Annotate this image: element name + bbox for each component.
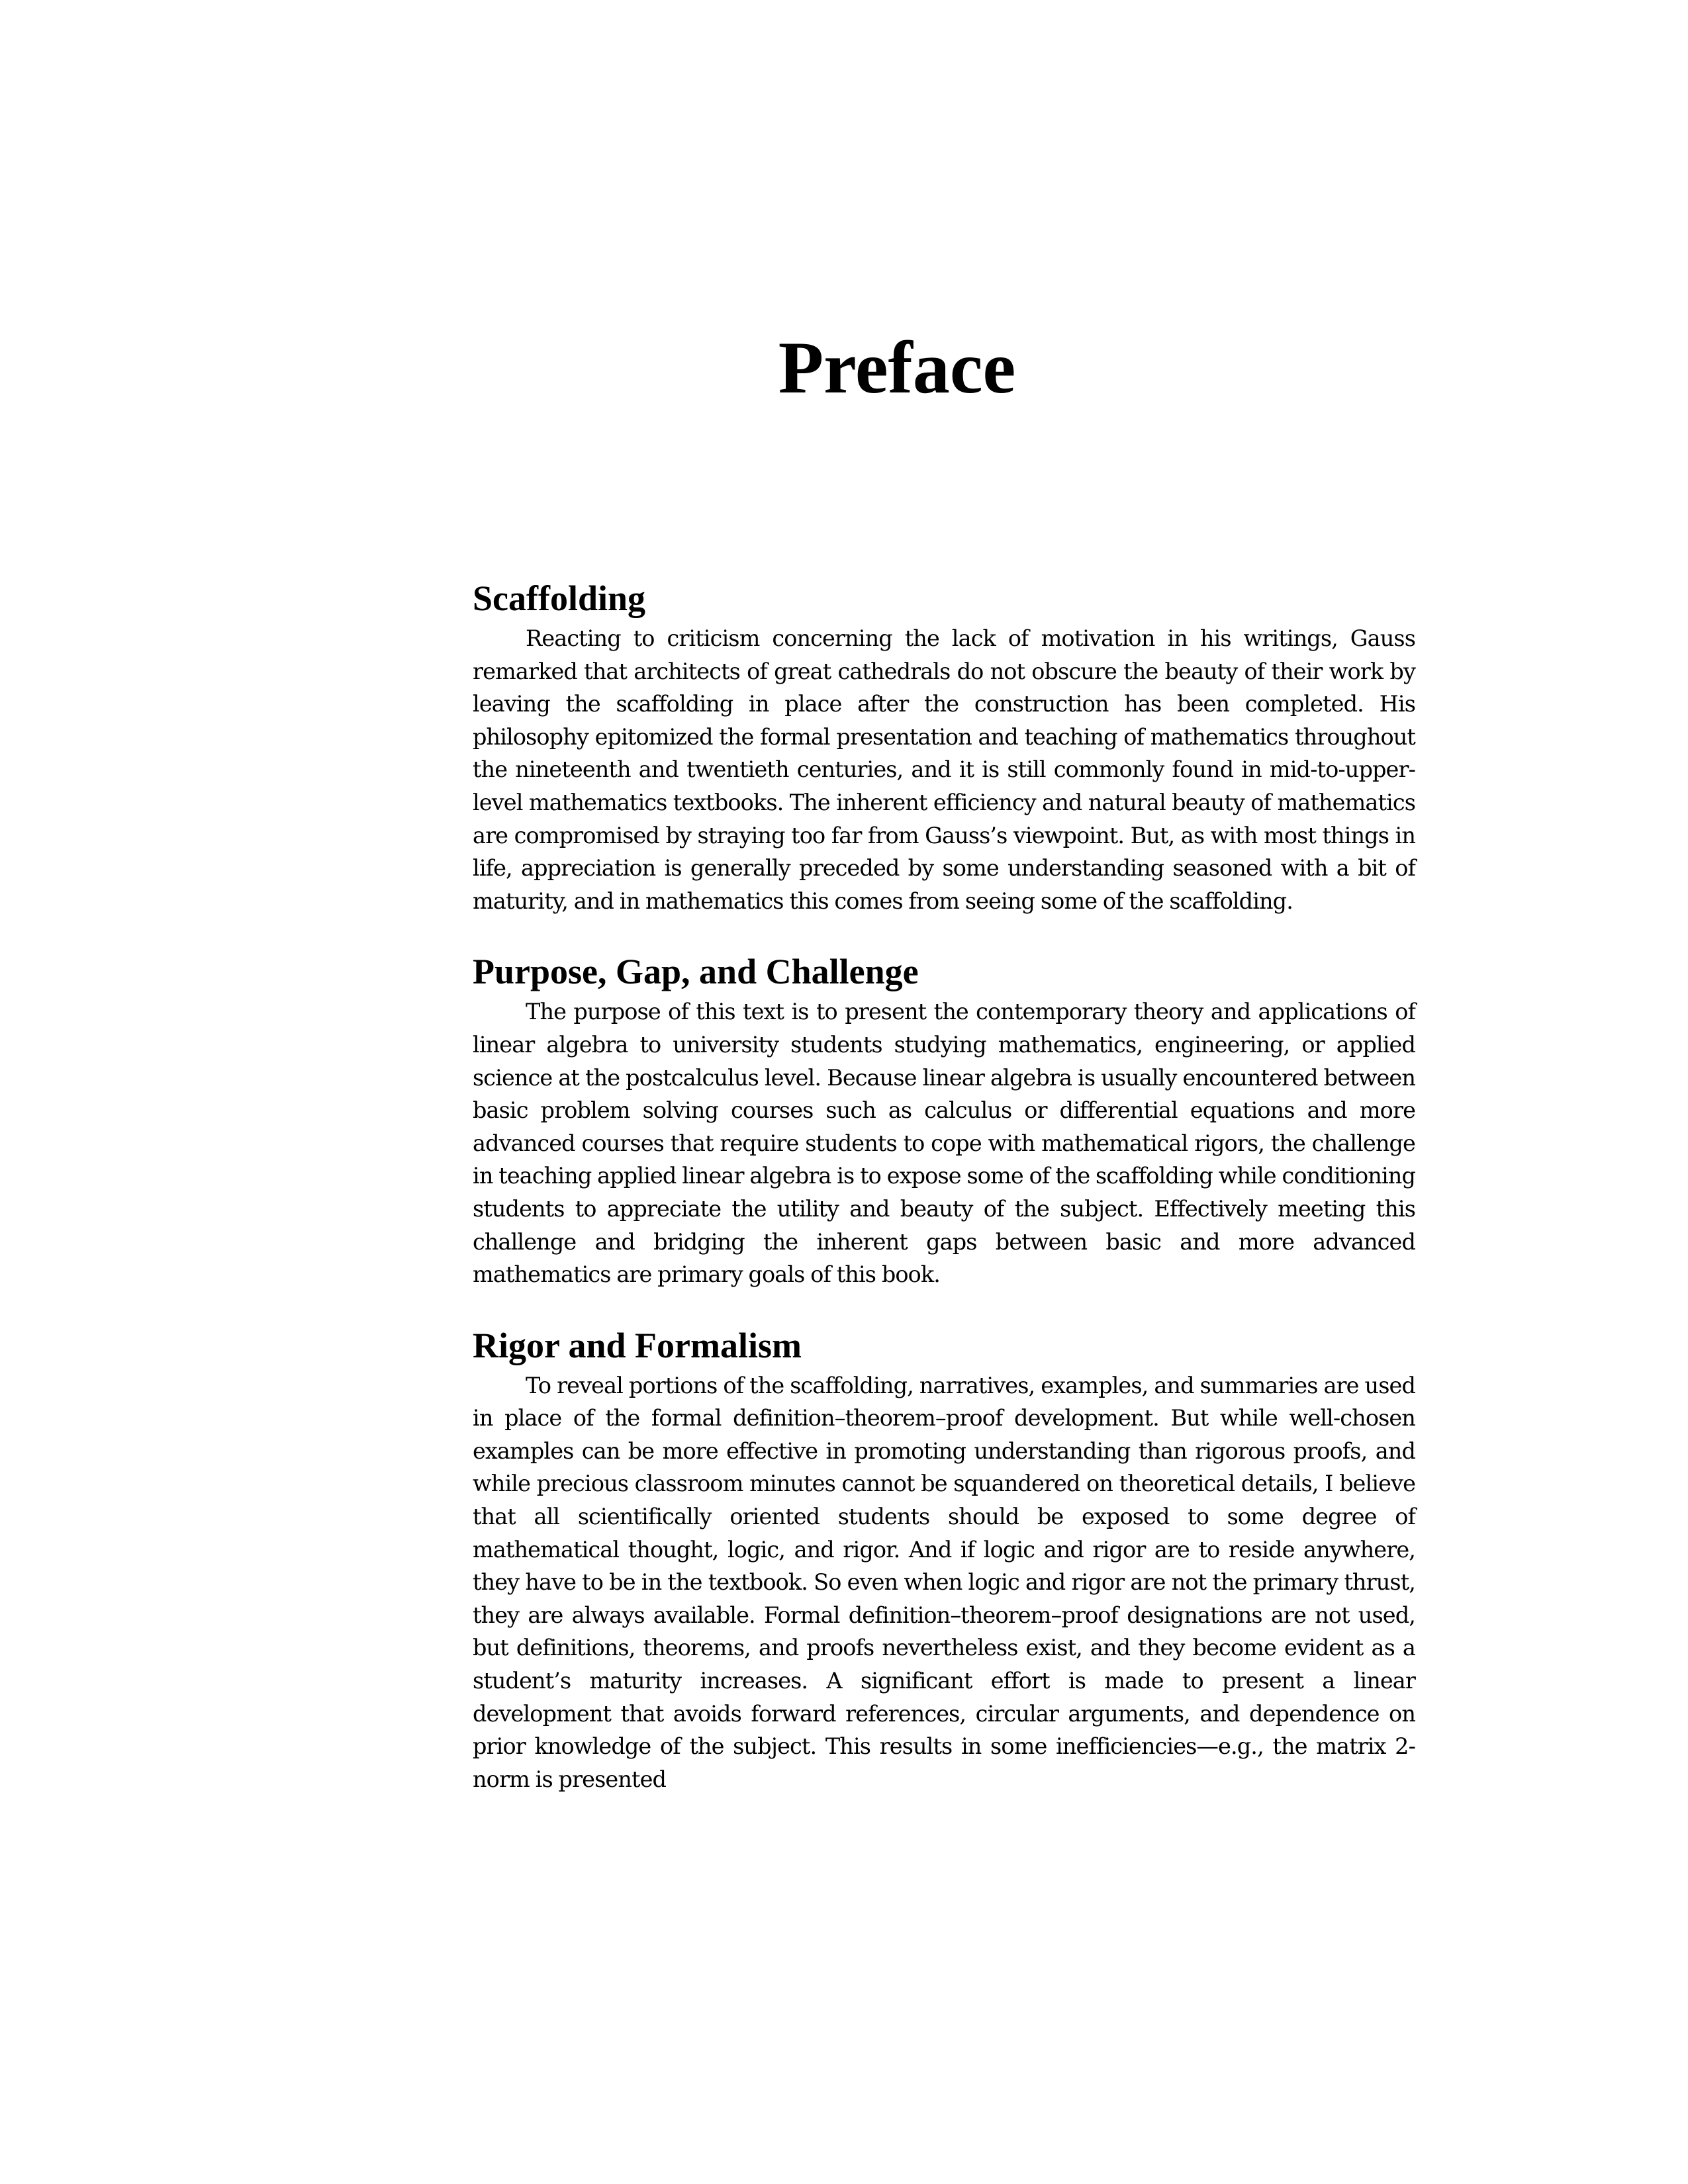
- page-title: [0, 327, 1688, 409]
- section-rigor-formalism: [473, 1324, 1415, 1796]
- section-paragraph: To reveal portions of the scaffolding, narratives, examples, and summaries are used in place of the formal definition–theorem–proof development. But while well-chosen examples can be more effective in promoting understanding than rigorous proofs, and while precious classroom minutes cannot be squandered on theoretical details, I believe that all scientifically oriented students should be exposed to some degree of mathematical thought, logic, and rigor. And if logic and rigor are to reside anywhere, they have to be in the textbook. So even when logic and rigor are not the primary thrust, they are always available. Formal definition–theorem–proof designations are not used, but definitions, theorems, and proofs nevertheless exist, and they become evident as a student’s maturity increases. A significant effort is made to present a linear development that avoids forward references, circular arguments, and dependence on prior knowledge of the subject. This results in some inefficiencies—e.g., the matrix 2-norm is presented: [473, 1372, 1415, 1792]
- section-heading: Rigor and Formalism: [473, 1325, 802, 1365]
- section-scaffolding: [473, 577, 1415, 917]
- section-paragraph: Reacting to criticism concerning the lack of motivation in his writings, Gauss remarked that architects of great cathedrals do not obscure the beauty of their work by leaving the scaffolding in place after the construction has been completed. His philosophy epitomized the formal presentation and teaching of mathematics throughout the nineteenth and twentieth centuries, and it is still commonly found in mid-to-upper-level mathematics textbooks. The inherent efficiency and natural beauty of mathematics are compromised by straying too far from Gauss’s viewpoint. But, as with most things in life, appreciation is generally preceded by some understanding seasoned with a bit of maturity, and in mathematics this comes from seeing some of the scaffolding.: [473, 625, 1415, 914]
- page-title-text: Preface: [778, 327, 1016, 409]
- section-purpose-gap-challenge: [473, 950, 1415, 1291]
- section-paragraph: The purpose of this text is to present the contemporary theory and applications of linear algebra to university students studying mathematics, engineering, or applied science at the postcalculus level. Because linear algebra is usually encountered between basic problem solving courses such as calculus or differential equations and more advanced courses that require students to cope with mathematical rigors, the challenge in teaching applied linear algebra is to expose some of the scaffolding while conditioning students to appreciate the utility and beauty of the subject. Effectively meeting this challenge and bridging the inherent gaps between basic and more advanced mathematics are primary goals of this book.: [473, 999, 1415, 1288]
- section-heading: Purpose, Gap, and Challenge: [473, 952, 919, 992]
- page-content: [473, 577, 1415, 1829]
- section-heading: Scaffolding: [473, 578, 646, 618]
